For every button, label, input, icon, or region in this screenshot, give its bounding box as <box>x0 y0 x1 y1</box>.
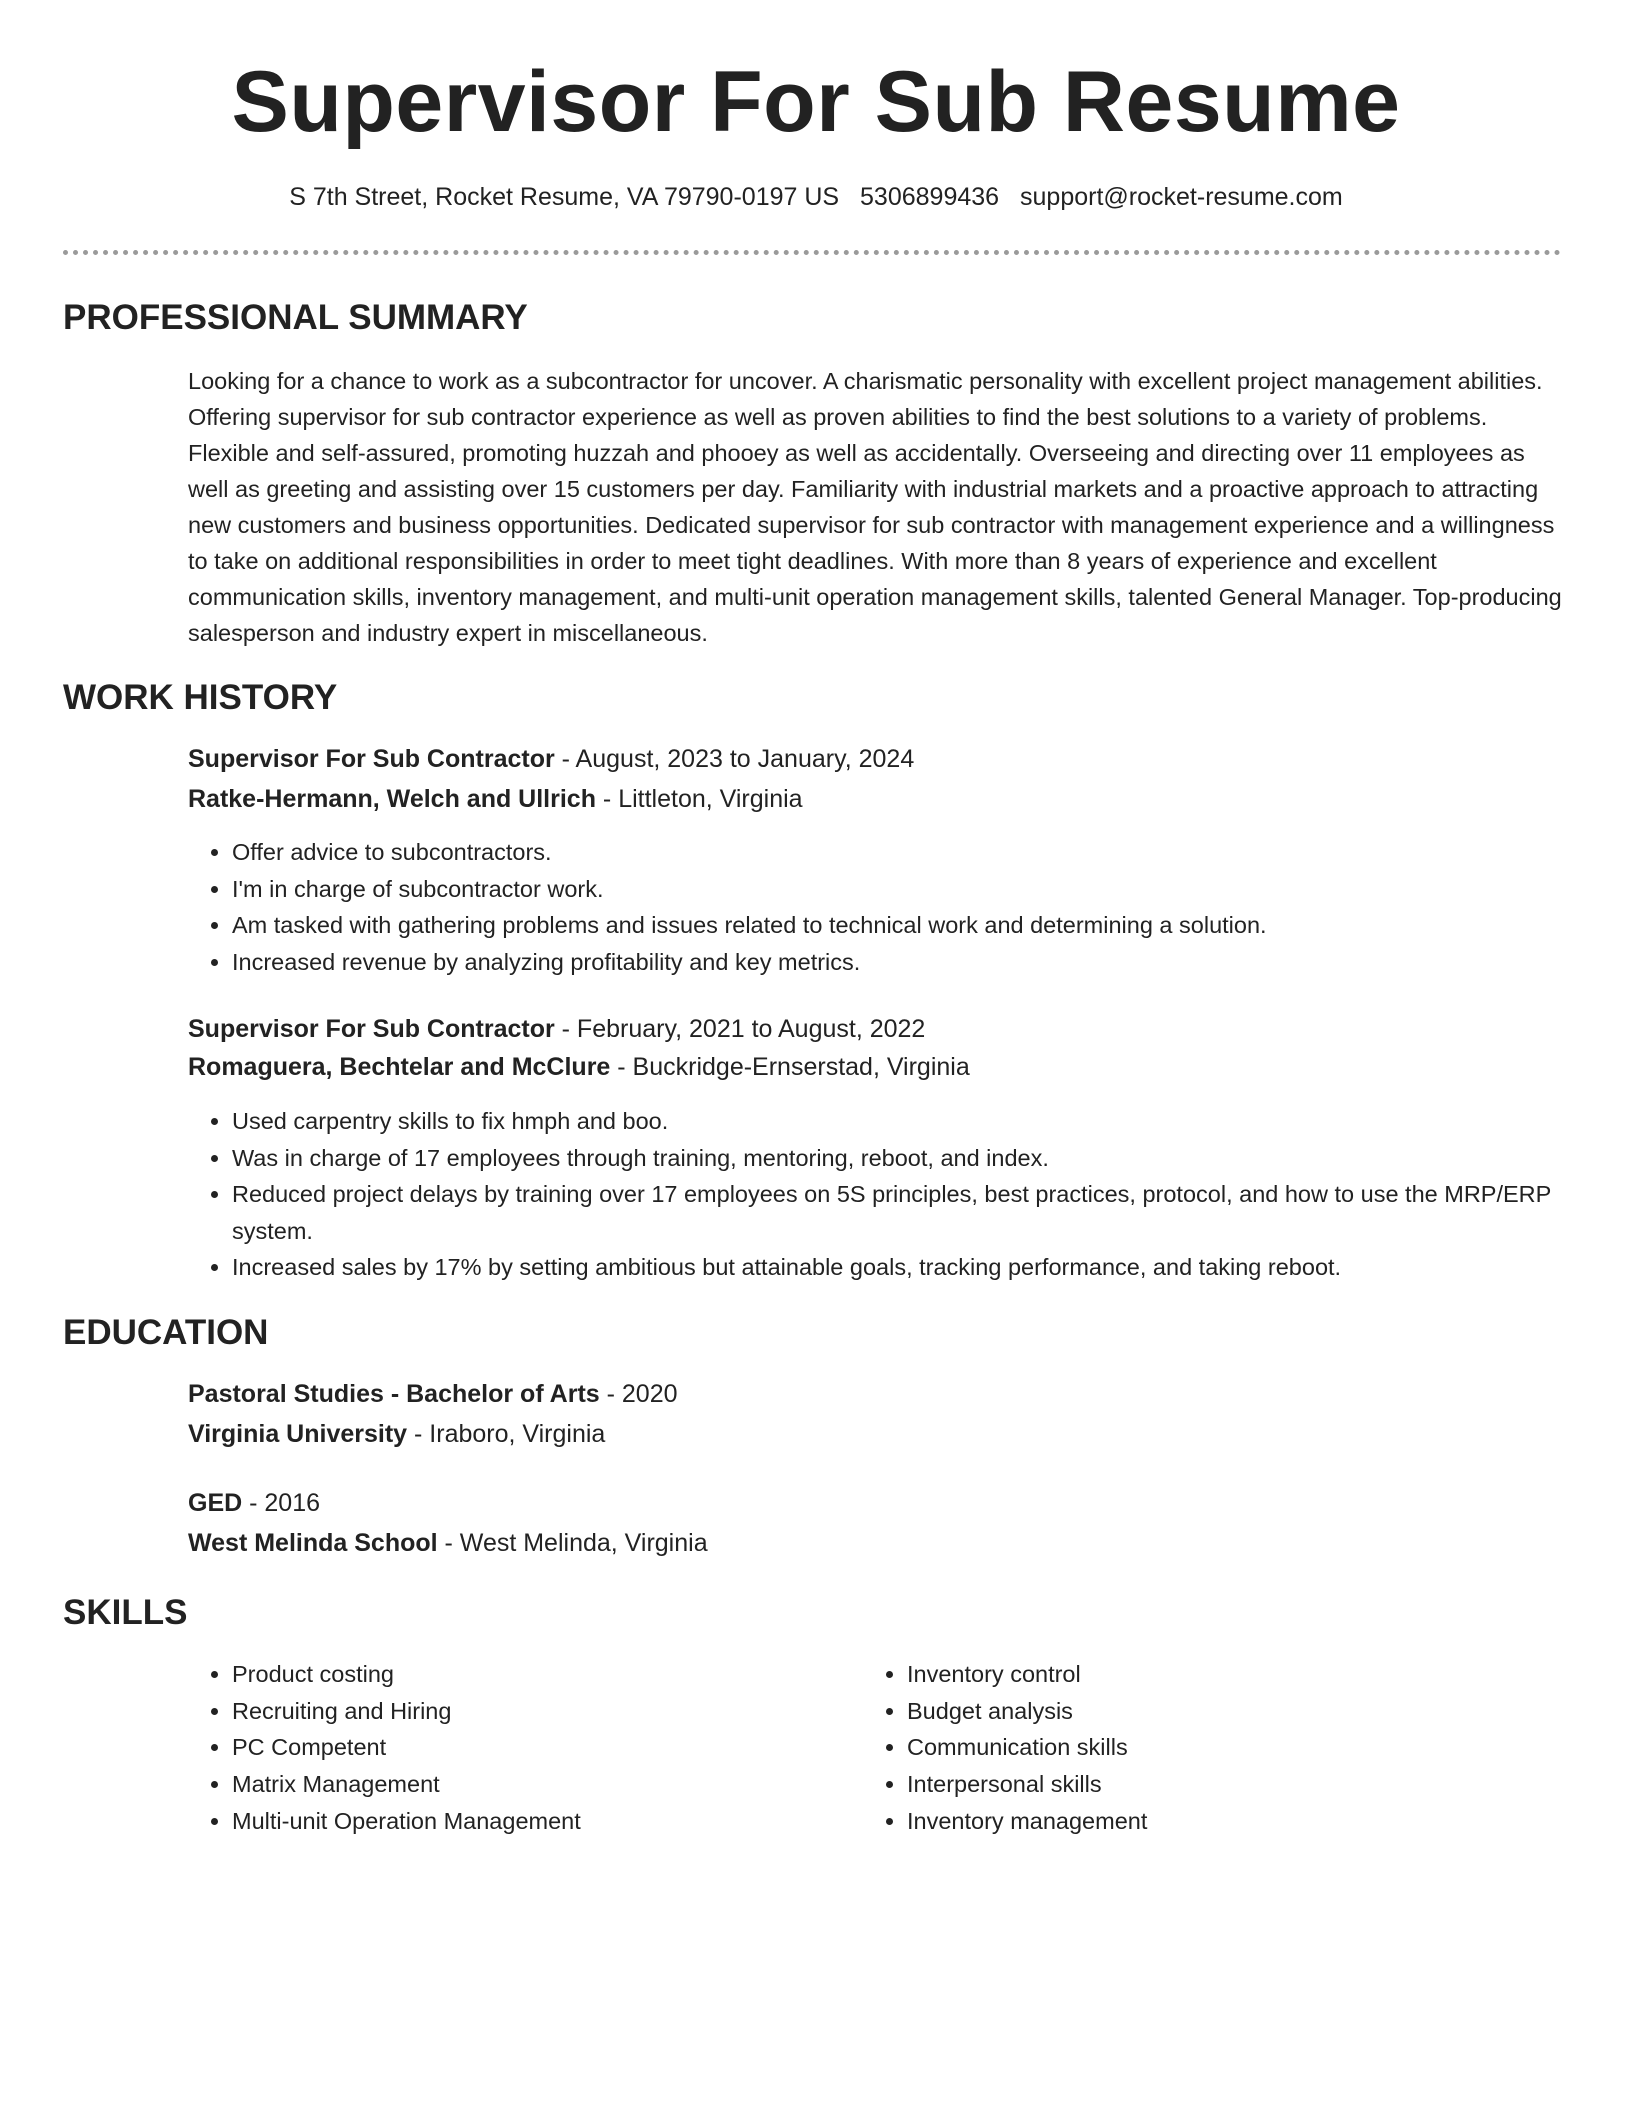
skill-item: • Communication skills <box>907 1729 1507 1766</box>
education-heading: EDUCATION <box>63 1313 269 1352</box>
job-1-title: Supervisor For Sub Contractor <box>188 745 555 773</box>
job-1-company-line <box>188 782 803 816</box>
list-item: • Increased revenue by analyzing profitability and key metrics. <box>232 944 1562 981</box>
contact-phone: 5306899436 <box>860 183 1000 211</box>
list-item: • Am tasked with gathering problems and issues related to technical work and determining a solution. <box>232 907 1562 944</box>
summary-heading: PROFESSIONAL SUMMARY <box>63 298 528 337</box>
job-1-title-line <box>188 742 914 776</box>
job-2-title: Supervisor For Sub Contractor <box>188 1015 555 1043</box>
header-divider <box>63 250 1561 255</box>
list-item: • Reduced project delays by training over 17 employees on 5S principles, best practices, protocol, and how to use the MRP/ERP system. <box>232 1176 1562 1249</box>
job-2-title-line <box>188 1012 925 1046</box>
education-1-degree-line <box>188 1377 678 1411</box>
skill-item: • Interpersonal skills <box>907 1766 1507 1803</box>
job-1-company: Ratke-Hermann, Welch and Ullrich <box>188 785 596 813</box>
skill-item: • Inventory control <box>907 1656 1507 1693</box>
job-2-bullets <box>188 1103 1562 1286</box>
education-1-school: Virginia University <box>188 1420 408 1448</box>
education-2-school-line <box>188 1526 708 1560</box>
work-history-heading: WORK HISTORY <box>63 678 338 717</box>
list-item: • Offer advice to subcontractors. <box>232 834 1562 871</box>
skill-item: • Product costing <box>232 1656 832 1693</box>
job-2-company: Romaguera, Bechtelar and McClure <box>188 1053 611 1081</box>
education-1-location: - Iraboro, Virginia <box>407 1420 606 1448</box>
education-2-school: West Melinda School <box>188 1529 438 1557</box>
resume-title: Supervisor For Sub Resume <box>231 54 1401 150</box>
education-1-school-line <box>188 1417 605 1451</box>
education-2-degree-line <box>188 1486 320 1520</box>
summary-text: Looking for a chance to work as a subcontractor for uncover. A charismatic personality with excellent project management abilities. Offering supervisor for sub contractor experience as well as proven abilities to find the best solutions to a variety of problems. Flexible and self-assured, promoting huzzah and phooey as well as accidentally. Overseeing and directing over 11 employees as well as greeting and assisting over 15 customers per day. Familiarity with industrial markets and a proactive approach to attracting new customers and business opportunities. Dedicated supervisor for sub contractor with management experience and a willingness to take on additional responsibilities in order to meet tight deadlines. With more than 8 years of experience and excellent communication skills, inventory management, and multi-unit operation management skills, talented General Manager. Top-producing salesperson and industry expert in miscellaneous. <box>188 368 1562 646</box>
education-2-location: - West Melinda, Virginia <box>437 1529 708 1557</box>
job-2-company-line <box>188 1050 970 1084</box>
skill-item: • PC Competent <box>232 1729 832 1766</box>
job-1-location: - Littleton, Virginia <box>595 785 803 813</box>
education-2-year: - 2016 <box>242 1489 321 1517</box>
contact-address: S 7th Street, Rocket Resume, VA 79790-0197 US <box>289 183 840 211</box>
list-item: • Used carpentry skills to fix hmph and boo. <box>232 1103 1562 1140</box>
skill-item: • Budget analysis <box>907 1693 1507 1730</box>
job-1-dates: - August, 2023 to January, 2024 <box>554 745 915 773</box>
education-2-degree: GED <box>188 1489 243 1517</box>
skills-list-right <box>863 1656 1507 1840</box>
skills-heading: SKILLS <box>63 1593 188 1632</box>
education-1-year: - 2020 <box>599 1380 678 1408</box>
skill-item: • Multi-unit Operation Management <box>232 1803 832 1840</box>
skill-item: • Inventory management <box>907 1803 1507 1840</box>
skills-list-left <box>188 1656 832 1840</box>
list-item: • Was in charge of 17 employees through training, mentoring, reboot, and index. <box>232 1140 1562 1177</box>
list-item: • Increased sales by 17% by setting ambitious but attainable goals, tracking performance, and taking reboot. <box>232 1249 1562 1286</box>
job-1-bullets <box>188 834 1562 980</box>
list-item: • I'm in charge of subcontractor work. <box>232 871 1562 908</box>
skill-item: • Recruiting and Hiring <box>232 1693 832 1730</box>
contact-line <box>0 180 1632 214</box>
job-2-dates: - February, 2021 to August, 2022 <box>554 1015 926 1043</box>
skill-item: • Matrix Management <box>232 1766 832 1803</box>
education-1-degree: Pastoral Studies - Bachelor of Arts <box>188 1380 600 1408</box>
contact-email: support@rocket-resume.com <box>1020 183 1343 211</box>
job-2-location: - Buckridge-Ernserstad, Virginia <box>610 1053 970 1081</box>
